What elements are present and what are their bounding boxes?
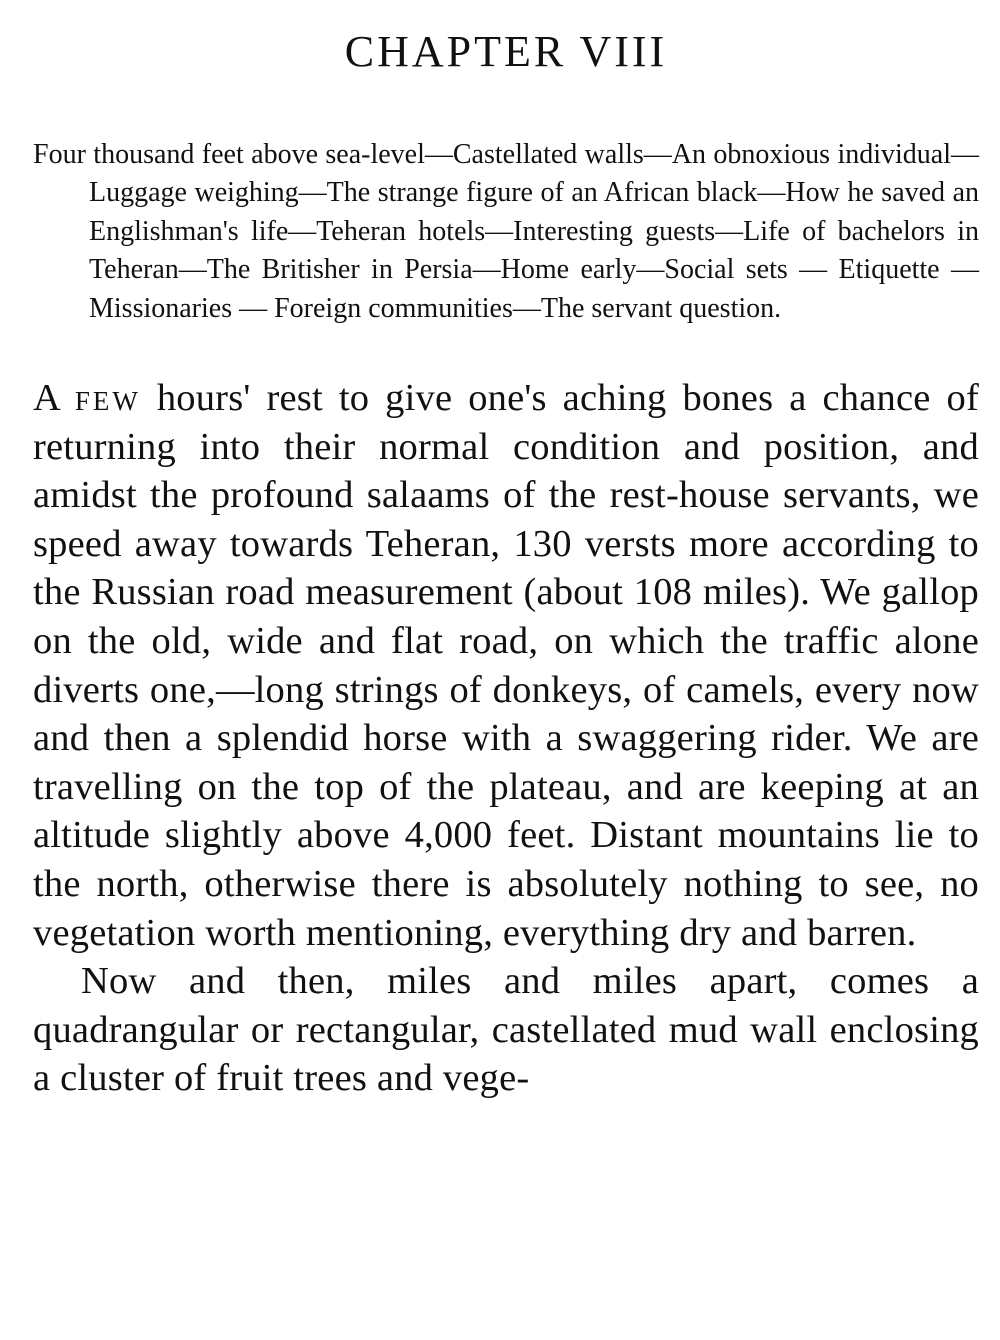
- paragraph-1-smallcaps: few: [74, 377, 141, 420]
- paragraph-1-initial: A: [33, 377, 59, 420]
- chapter-title: CHAPTER VIII: [344, 27, 668, 76]
- book-page: [33, 22, 979, 1103]
- chapter-synopsis: Four thousand feet above sea-level—Castellated walls—An obnoxious individual—Luggage weighing—The strange figure of an African black—How he saved an Englishman's life—Teheran hotels—Interesting guests—Life of bachelors in Teheran—The Britisher in Persia—Home early—Social sets — Etiquette — Missionaries — Foreign communities—The servant question.: [33, 139, 979, 324]
- paragraph-2: Now and then, miles and miles apart, comes a quadrangular or rectangular, castellated mud wall enclosing a cluster of fruit trees and vege-: [33, 960, 979, 1100]
- paragraph-1: [33, 374, 979, 957]
- paragraph-1-text: hours' rest to give one's aching bones a chance of returning into their normal condition and position, and amidst the profound salaams of the rest-house servants, we speed away towards Teheran, 130 versts more according to the Russian road measurement (about 108 miles). We gallop on the old, wide and flat road, on which the traffic alone diverts one,—long strings of donkeys, of camels, every now and then a splendid horse with a swaggering rider. We are travelling on the top of the plateau, and are keeping at an altitude slightly above 4,000 feet. Distant mountains lie to the north, otherwise there is absolutely nothing to see, no vegetation worth mentioning, everything dry and barren.: [33, 377, 979, 954]
